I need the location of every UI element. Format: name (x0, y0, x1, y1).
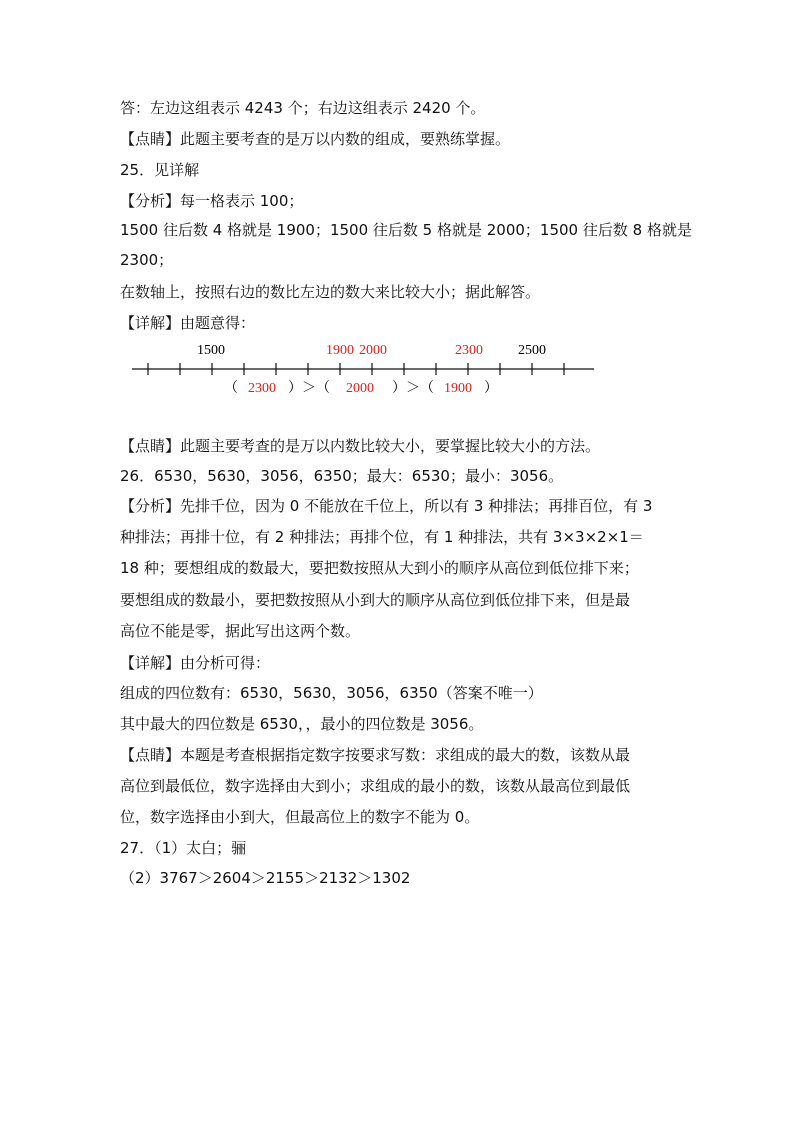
question-27-part-2: （2）3767＞2604＞2155＞2132＞1302 (120, 869, 411, 887)
tick-label-1900: 1900 (326, 343, 354, 358)
analysis-line: 要想组成的数最小，要把数按照从小到大的顺序从高位到低位排下来，但是最 (120, 591, 631, 609)
comment-line: 【点睛】此题主要考查的是万以内数的组成，要熟练掌握。 (120, 130, 511, 148)
analysis-line: 种排法；再排十位，有 2 种排法；再排个位，有 1 种排法，共有 3×3×2×1＝ (120, 528, 644, 546)
comment-line: 高位到最低位，数字选择由大到小；求组成的最小的数，该数从最高位到最低 (120, 777, 631, 795)
answer-line: 答：左边这组表示 4243 个；右边这组表示 2420 个。 (120, 99, 486, 117)
paren-open: （ (224, 381, 238, 396)
number-line-figure (120, 338, 620, 408)
answer-blank-2: 2000 (346, 381, 374, 396)
analysis-line: 在数轴上，按照右边的数比左边的数大来比较大小；据此解答。 (120, 283, 541, 301)
tick-label-2000: 2000 (359, 343, 387, 358)
tick-label-2500: 2500 (518, 343, 546, 358)
comment-line: 【点睛】本题是考查根据指定数字按要求写数：求组成的最大的数，该数从最 (120, 746, 631, 764)
detail-heading: 【详解】由题意得： (120, 314, 256, 332)
analysis-line: 【分析】每一格表示 100； (120, 192, 304, 210)
question-27-heading: 27．（1）太白；骊 (120, 839, 247, 857)
detail-heading: 【详解】由分析可得： (120, 654, 271, 672)
analysis-line: 1500 往后数 4 格就是 1900；1500 往后数 5 格就是 2000；1500 往后数 8 格就是 (120, 221, 692, 239)
detail-line: 组成的四位数有：6530，5630，3056，6350（答案不唯一） (120, 684, 543, 702)
tick-label-2300: 2300 (455, 343, 483, 358)
comment-line: 位，数字选择由小到大，但最高位上的数字不能为 0。 (120, 808, 480, 826)
comment-line: 【点睛】此题主要考查的是万以内数比较大小，要掌握比较大小的方法。 (120, 437, 601, 455)
tick-label-1500: 1500 (197, 343, 225, 358)
analysis-line: 18 种；要想组成的数最大，要把数按照从大到小的顺序从高位到低位排下来； (120, 559, 639, 577)
question-26-heading: 26．6530，5630，3056，6350；最大：6530；最小：3056。 (120, 467, 564, 485)
detail-line: 其中最大的四位数是 6530，，最小的四位数是 3056。 (120, 715, 484, 733)
question-25-heading: 25．见详解 (120, 161, 200, 179)
answer-blank-1: 2300 (248, 381, 276, 396)
analysis-line: 2300； (120, 251, 174, 269)
paren-close: ） (484, 381, 498, 396)
analysis-line: 高位不能是零，据此写出这两个数。 (120, 622, 361, 640)
answer-blank-3: 1900 (444, 381, 472, 396)
comparison-separator: ）＞（ (288, 381, 330, 396)
comparison-separator: ）＞（ (392, 381, 434, 396)
analysis-line: 【分析】先排千位，因为 0 不能放在千位上，所以有 3 种排法；再排百位，有 3 (120, 497, 653, 515)
